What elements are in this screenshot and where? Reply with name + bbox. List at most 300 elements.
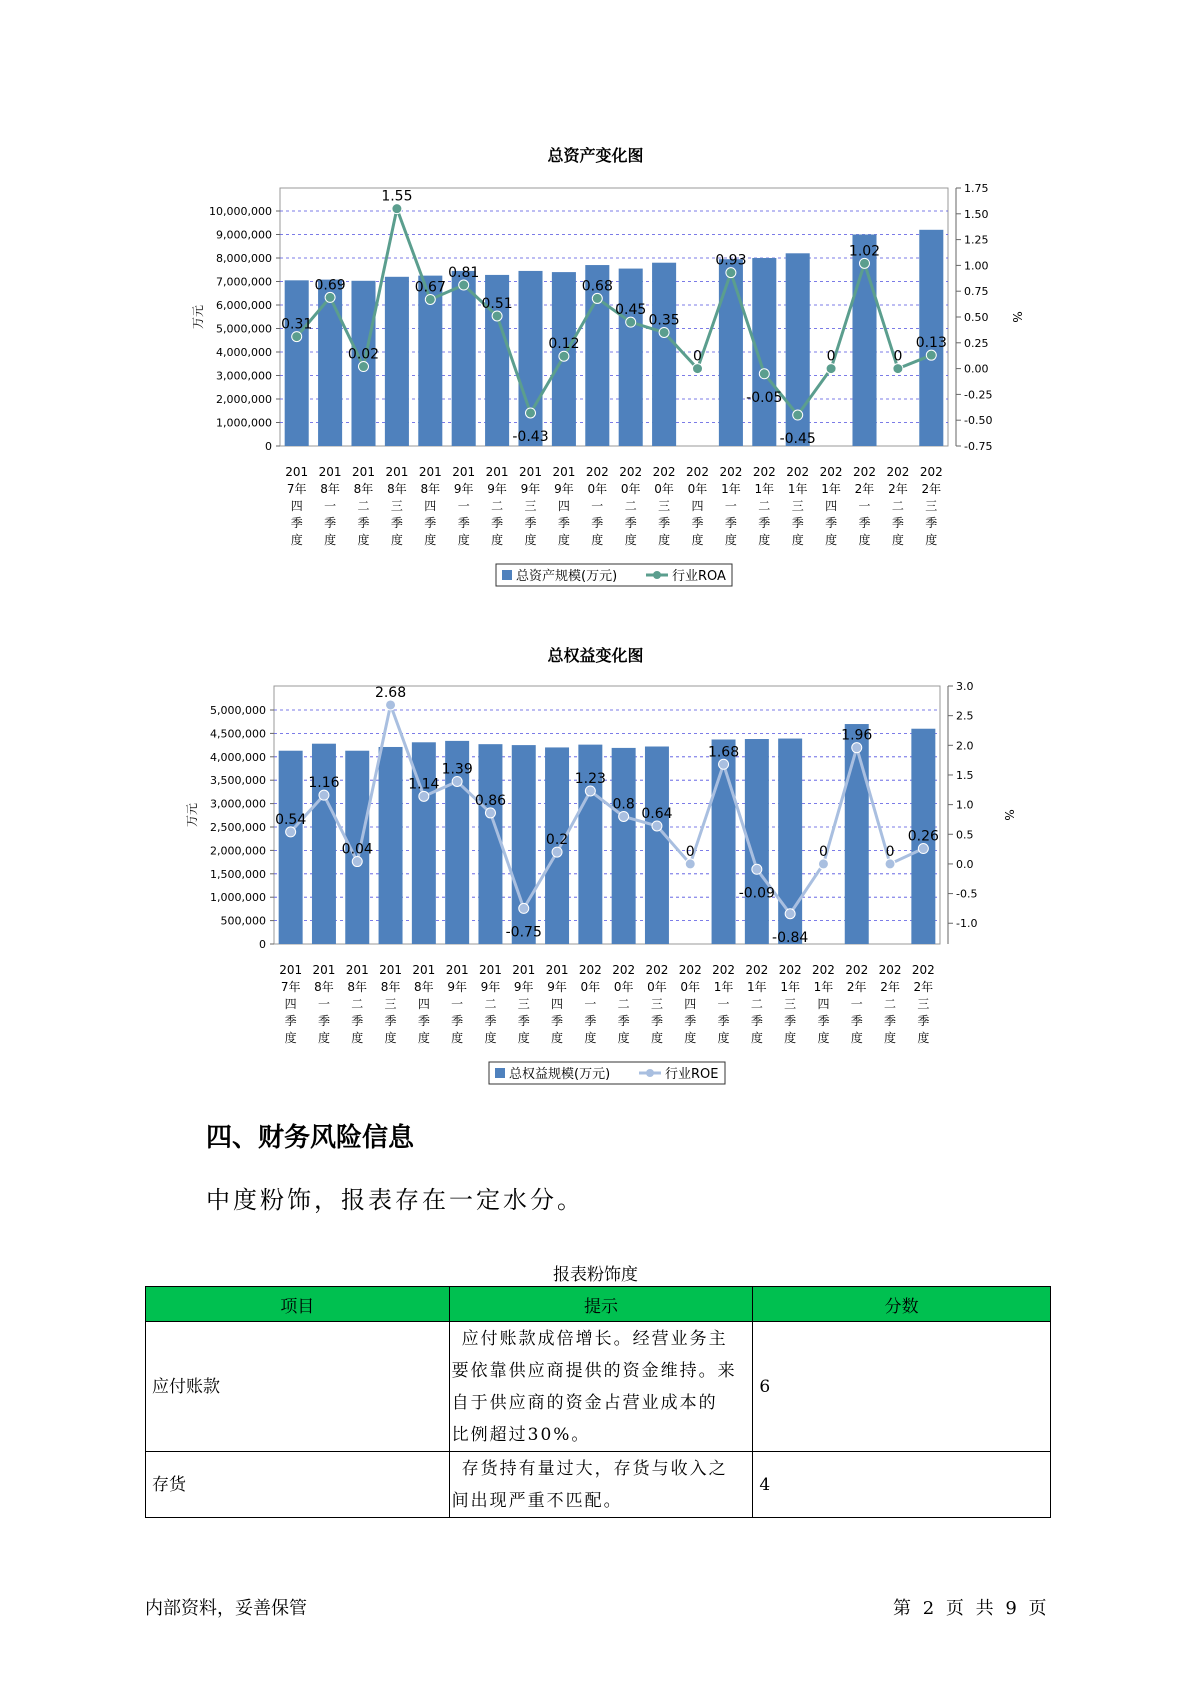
data-label: 1.39 (441, 761, 473, 778)
line-point (585, 786, 595, 796)
line-point (793, 410, 803, 420)
line-point (818, 859, 828, 869)
x-tick-label: 1年 (721, 482, 741, 496)
x-tick-label: 201 (545, 963, 569, 977)
line-point (392, 204, 402, 214)
line-point (492, 311, 502, 321)
line-point (419, 791, 429, 801)
data-label: 1.16 (308, 775, 340, 792)
x-tick-label: 度 (650, 1031, 663, 1045)
bar (518, 271, 542, 446)
x-tick-label: 202 (745, 963, 769, 977)
x-tick-label: 一 (717, 997, 730, 1011)
legend-line-label: 行业ROA (672, 569, 726, 584)
x-tick-label: 202 (585, 465, 609, 479)
hint-line: 要依靠供应商提供的资金维持。来 (451, 1360, 737, 1381)
x-tick-label: 9年 (453, 482, 474, 496)
x-tick-label: 度 (884, 1031, 897, 1045)
header-hint: 提示 (449, 1287, 753, 1322)
x-tick-label: 1年 (713, 980, 734, 994)
table-row (146, 1452, 1051, 1518)
y-tick-label: 4,500,000 (210, 727, 266, 741)
x-tick-label: 度 (551, 1031, 564, 1045)
x-tick-label: 8年 (353, 482, 374, 496)
x-tick-label: 度 (891, 533, 904, 547)
hint-line: 应付账款成倍增长。经营业务主 (461, 1328, 728, 1349)
x-tick-label: 8年 (320, 482, 340, 496)
x-tick-label: 度 (284, 1031, 297, 1045)
bar (385, 277, 409, 446)
y2-tick-label: -0.75 (964, 440, 993, 453)
data-label: 0.86 (474, 792, 507, 809)
line-point (893, 364, 903, 374)
row-score: 6 (753, 1322, 1051, 1452)
x-tick-label: 季 (784, 1014, 797, 1028)
x-tick-label: 1年 (821, 482, 841, 496)
x-tick-label: 季 (317, 1014, 330, 1028)
y2-tick-label: -0.5 (956, 887, 978, 901)
line-point (359, 362, 369, 372)
row-hint (449, 1452, 753, 1518)
data-label: 0.67 (414, 279, 446, 296)
legend-line-label: 行业ROE (665, 1067, 719, 1082)
x-tick-label: 二 (884, 997, 897, 1011)
y2-tick-label: 3.0 (956, 680, 974, 693)
x-tick-label: 201 (312, 963, 336, 977)
data-label: 0 (885, 843, 895, 860)
x-tick-label: 度 (617, 1031, 630, 1045)
bar (279, 751, 303, 944)
line-point (619, 811, 629, 821)
y2-tick-label: 2.5 (956, 709, 974, 723)
x-tick-label: 度 (351, 1031, 364, 1045)
x-tick-label: 0年 (580, 980, 601, 994)
x-tick-label: 度 (917, 1031, 930, 1045)
x-tick-label: 四 (817, 997, 830, 1011)
total-equity-chart (0, 670, 1191, 1090)
x-tick-label: 0年 (647, 980, 667, 994)
x-tick-label: 2年 (921, 482, 942, 496)
x-tick-label: 度 (591, 533, 604, 547)
y-tick-label: 2,000,000 (210, 844, 266, 858)
y-tick-label: 5,000,000 (210, 704, 266, 717)
x-tick-label: 季 (417, 1014, 430, 1028)
x-tick-label: 2年 (880, 980, 900, 994)
line-point (626, 317, 636, 327)
legend-line-marker (646, 1069, 654, 1077)
x-tick-label: 201 (519, 465, 542, 479)
x-tick-label: 二 (758, 499, 771, 513)
x-tick-label: 0年 (687, 482, 708, 496)
bar (645, 747, 669, 944)
x-tick-label: 2年 (888, 482, 908, 496)
x-tick-label: 9年 (547, 980, 567, 994)
data-label: 2.68 (374, 684, 407, 701)
line-point (693, 364, 703, 374)
data-label: 0.12 (548, 336, 580, 353)
y2-tick-label: 0.5 (956, 828, 974, 842)
x-tick-label: 8年 (420, 482, 441, 496)
x-tick-label: 一 (591, 499, 604, 513)
x-tick-label: 一 (584, 997, 597, 1011)
x-tick-label: 三 (650, 997, 663, 1011)
x-tick-label: 202 (712, 963, 736, 977)
line-point (319, 790, 329, 800)
x-tick-label: 202 (919, 465, 943, 479)
line-point (652, 821, 662, 831)
x-tick-label: 8年 (387, 482, 407, 496)
x-tick-label: 一 (324, 499, 337, 513)
x-tick-label: 四 (290, 499, 303, 513)
line-point (685, 859, 695, 869)
x-tick-label: 9年 (480, 980, 501, 994)
data-label: 0.81 (448, 265, 480, 282)
bar (285, 280, 309, 446)
x-tick-label: 度 (858, 533, 871, 547)
y-tick-label: 3,000,000 (216, 369, 272, 383)
data-label: 0.04 (341, 841, 373, 858)
line-point (860, 258, 870, 268)
x-tick-label: 季 (825, 516, 838, 530)
x-tick-label: 201 (485, 465, 509, 479)
data-label: 0.31 (281, 316, 313, 333)
x-tick-label: 8年 (414, 980, 434, 994)
data-label: 0.51 (481, 295, 513, 312)
x-tick-label: 201 (285, 465, 309, 479)
line-point (759, 369, 769, 379)
data-label: 0 (685, 843, 695, 860)
footer-confidential: 内部资料，妥善保管 (145, 1598, 307, 1619)
data-label: 0.68 (581, 278, 613, 295)
x-tick-label: 季 (551, 1014, 564, 1028)
x-tick-label: 7年 (280, 980, 301, 994)
row-hint (449, 1322, 753, 1452)
x-tick-label: 0年 (620, 482, 641, 496)
legend-bar-label: 总权益规模(万元) (509, 1067, 611, 1082)
bar (845, 724, 869, 944)
data-label: 1.02 (848, 243, 881, 260)
x-tick-label: 201 (552, 465, 576, 479)
x-tick-label: 四 (284, 997, 297, 1011)
line-point (592, 293, 602, 303)
y-tick-label: 4,000,000 (216, 346, 272, 359)
y-tick-label: 6,000,000 (216, 299, 272, 312)
line-point (552, 847, 562, 857)
x-tick-label: 202 (686, 465, 709, 479)
x-tick-label: 季 (925, 516, 938, 530)
x-tick-label: 度 (758, 533, 771, 547)
x-tick-label: 202 (811, 963, 835, 977)
x-tick-label: 季 (517, 1014, 530, 1028)
x-tick-label: 度 (317, 1031, 330, 1045)
x-tick-label: 二 (750, 997, 763, 1011)
bar (379, 747, 403, 944)
x-tick-label: 1年 (813, 980, 834, 994)
x-tick-label: 二 (357, 499, 370, 513)
x-tick-label: 202 (911, 963, 935, 977)
x-tick-label: 四 (417, 997, 430, 1011)
y-tick-label: 500,000 (220, 914, 266, 928)
x-tick-label: 一 (724, 499, 737, 513)
y-tick-label: 0 (259, 938, 266, 951)
line-point (286, 827, 296, 837)
x-tick-label: 度 (557, 533, 570, 547)
data-label: 1.68 (707, 744, 740, 761)
x-tick-label: 202 (786, 465, 810, 479)
x-tick-label: 季 (658, 516, 671, 530)
x-tick-label: 度 (850, 1031, 863, 1045)
x-tick-label: 季 (917, 1014, 930, 1028)
y2-tick-label: 0.75 (964, 285, 989, 299)
x-tick-label: 201 (318, 465, 342, 479)
bar (619, 269, 643, 446)
x-tick-label: 201 (352, 465, 375, 479)
x-tick-label: 季 (591, 516, 604, 530)
x-tick-label: 季 (284, 1014, 297, 1028)
x-tick-label: 8年 (380, 980, 401, 994)
y-axis-label: 万元 (191, 304, 205, 330)
x-tick-label: 度 (817, 1031, 830, 1045)
data-label: -0.05 (746, 389, 783, 406)
x-tick-label: 201 (379, 963, 403, 977)
legend-line-marker (653, 571, 661, 579)
x-tick-label: 0年 (613, 980, 634, 994)
y2-tick-label: 1.5 (956, 768, 974, 782)
y2-tick-label: 1.0 (956, 798, 974, 812)
x-tick-label: 三 (517, 997, 530, 1011)
x-tick-label: 一 (317, 997, 330, 1011)
data-label: 0.26 (907, 828, 939, 845)
y-tick-label: 1,500,000 (210, 867, 266, 881)
x-tick-label: 度 (584, 1031, 597, 1045)
y2-tick-label: 2.0 (956, 739, 974, 753)
data-label: -0.75 (505, 924, 542, 941)
x-tick-label: 四 (684, 997, 697, 1011)
data-label: 1.14 (408, 776, 440, 793)
bar (318, 280, 342, 446)
risk-table (145, 1286, 1051, 1518)
data-label: 0.64 (641, 805, 673, 822)
y-tick-label: 10,000,000 (209, 205, 272, 218)
bar (712, 739, 736, 944)
x-tick-label: 一 (457, 499, 470, 513)
y2-tick-label: 0.25 (964, 336, 989, 350)
line-point (726, 268, 736, 278)
x-tick-label: 季 (357, 516, 370, 530)
line-point (752, 864, 762, 874)
x-tick-label: 季 (524, 516, 537, 530)
x-tick-label: 季 (290, 516, 303, 530)
x-tick-label: 季 (424, 516, 437, 530)
x-tick-label: 201 (345, 963, 369, 977)
y2-tick-label: 0.00 (964, 362, 989, 376)
x-tick-label: 202 (886, 465, 910, 479)
x-tick-label: 202 (645, 963, 669, 977)
line-point (292, 332, 302, 342)
x-tick-label: 9年 (554, 482, 574, 496)
x-tick-label: 季 (817, 1014, 830, 1028)
x-tick-label: 三 (390, 499, 403, 513)
x-tick-label: 度 (724, 533, 737, 547)
x-tick-label: 9年 (513, 980, 534, 994)
x-tick-label: 202 (878, 963, 902, 977)
x-tick-label: 202 (719, 465, 743, 479)
x-tick-label: 四 (424, 499, 437, 513)
line-point (659, 327, 669, 337)
x-tick-label: 四 (825, 499, 838, 513)
line-point (826, 364, 836, 374)
line-point (352, 857, 362, 867)
x-tick-label: 三 (384, 997, 397, 1011)
x-tick-label: 0年 (654, 482, 674, 496)
y-tick-label: 3,000,000 (210, 797, 266, 811)
header-score: 分数 (753, 1287, 1051, 1322)
x-tick-label: 季 (884, 1014, 897, 1028)
x-tick-label: 季 (650, 1014, 663, 1028)
x-tick-label: 202 (778, 963, 802, 977)
x-tick-label: 季 (584, 1014, 597, 1028)
data-label: 0 (826, 348, 836, 365)
bar (652, 263, 676, 446)
y2-tick-label: 0.50 (964, 311, 989, 324)
x-tick-label: 度 (451, 1031, 464, 1045)
y-tick-label: 0 (265, 440, 272, 453)
x-tick-label: 2年 (846, 980, 867, 994)
line-point (325, 292, 335, 302)
x-tick-label: 季 (484, 1014, 497, 1028)
line-point (519, 903, 529, 913)
data-label: -0.45 (779, 431, 816, 448)
x-tick-label: 二 (891, 499, 904, 513)
data-label: 0.13 (915, 335, 947, 352)
y-tick-label: 5,000,000 (216, 322, 272, 336)
y-tick-label: 9,000,000 (216, 228, 272, 242)
y-tick-label: 3,500,000 (210, 774, 266, 788)
x-tick-label: 季 (324, 516, 337, 530)
line-point (425, 294, 435, 304)
line-point (559, 351, 569, 361)
x-tick-label: 202 (619, 465, 643, 479)
x-tick-label: 1年 (747, 980, 767, 994)
x-tick-label: 1年 (754, 482, 775, 496)
x-tick-label: 度 (384, 1031, 397, 1045)
x-tick-label: 度 (491, 533, 504, 547)
x-tick-label: 季 (457, 516, 470, 530)
data-label: 0.45 (615, 302, 647, 319)
x-tick-label: 三 (791, 499, 804, 513)
y2-tick-label: 0.0 (956, 857, 974, 871)
footer-page-number: 第 2 页 共 9 页 (893, 1598, 1047, 1619)
y2-tick-label: 1.00 (964, 259, 989, 273)
y2-tick-label: 1.50 (964, 207, 989, 221)
bar (612, 748, 636, 944)
y-tick-label: 7,000,000 (216, 275, 272, 289)
x-tick-label: 度 (791, 533, 804, 547)
bar (512, 745, 536, 944)
row-score: 4 (753, 1452, 1051, 1518)
x-tick-label: 201 (385, 465, 409, 479)
x-tick-label: 9年 (487, 482, 507, 496)
data-label: 1.96 (841, 727, 873, 744)
x-tick-label: 季 (390, 516, 403, 530)
x-tick-label: 202 (819, 465, 843, 479)
bar (478, 744, 502, 944)
x-tick-label: 四 (557, 499, 570, 513)
x-tick-label: 二 (484, 997, 497, 1011)
x-tick-label: 季 (750, 1014, 763, 1028)
risk-summary: 中度粉饰，报表存在一定水分。 (206, 1186, 584, 1214)
row-item: 应付账款 (146, 1322, 450, 1452)
bar (452, 271, 476, 446)
y2-tick-label: 1.25 (964, 233, 989, 247)
x-tick-label: 度 (417, 1031, 430, 1045)
x-tick-label: 四 (551, 997, 564, 1011)
x-tick-label: 二 (351, 997, 364, 1011)
x-tick-label: 季 (617, 1014, 630, 1028)
x-tick-label: 季 (384, 1014, 397, 1028)
x-tick-label: 三 (925, 499, 938, 513)
x-tick-label: 1年 (780, 980, 800, 994)
x-tick-label: 201 (412, 963, 436, 977)
data-label: 0.69 (314, 277, 346, 294)
data-label: 0.93 (715, 252, 747, 269)
x-tick-label: 度 (717, 1031, 730, 1045)
chart1-title: 总资产变化图 (547, 146, 644, 165)
y2-tick-label: 1.75 (964, 182, 989, 195)
x-tick-label: 201 (279, 963, 303, 977)
x-tick-label: 度 (925, 533, 938, 547)
data-label: 0 (693, 348, 702, 365)
x-tick-label: 度 (750, 1031, 763, 1045)
data-label: 0 (818, 843, 828, 860)
x-tick-label: 度 (390, 533, 403, 547)
y2-axis-label: % (1002, 809, 1016, 821)
line-point (452, 776, 462, 786)
x-tick-label: 二 (491, 499, 504, 513)
x-tick-label: 202 (652, 465, 676, 479)
x-tick-label: 季 (624, 516, 637, 530)
plot-area (274, 686, 940, 944)
x-tick-label: 0年 (680, 980, 701, 994)
line-point (918, 844, 928, 854)
row-item: 存货 (146, 1452, 450, 1518)
x-tick-label: 三 (658, 499, 671, 513)
x-tick-label: 四 (691, 499, 704, 513)
x-tick-label: 三 (524, 499, 537, 513)
bar (719, 259, 743, 446)
data-label: 0.54 (275, 811, 307, 828)
x-tick-label: 季 (557, 516, 570, 530)
x-tick-label: 季 (451, 1014, 464, 1028)
bar (312, 744, 336, 944)
x-tick-label: 季 (684, 1014, 697, 1028)
hint-line: 间出现严重不匹配。 (451, 1490, 623, 1511)
y-tick-label: 2,000,000 (216, 393, 272, 406)
x-tick-label: 一 (858, 499, 871, 513)
x-tick-label: 度 (290, 533, 303, 547)
x-tick-label: 季 (491, 516, 504, 530)
x-tick-label: 季 (691, 516, 704, 530)
x-tick-label: 度 (624, 533, 637, 547)
chart2-title: 总权益变化图 (547, 646, 644, 665)
x-tick-label: 季 (351, 1014, 364, 1028)
x-tick-label: 度 (517, 1031, 530, 1045)
x-tick-label: 202 (845, 963, 869, 977)
line-point (485, 808, 495, 818)
x-tick-label: 度 (357, 533, 370, 547)
legend-bar-swatch (502, 570, 512, 580)
x-tick-label: 202 (752, 465, 776, 479)
